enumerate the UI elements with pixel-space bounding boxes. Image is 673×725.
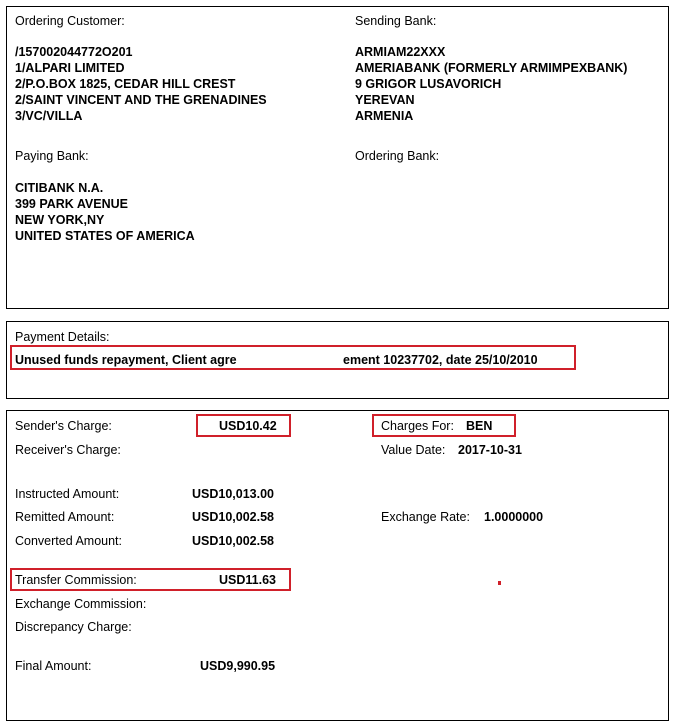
charges-for-value: BEN — [466, 419, 493, 433]
sending-bank-label: Sending Bank: — [355, 14, 437, 28]
payment-details-highlight — [10, 345, 576, 370]
sending-bank-line: AMERIABANK (FORMERLY ARMIMPEXBANK) — [355, 61, 628, 75]
final-amount-label: Final Amount: — [15, 659, 92, 673]
payment-details-value-start: Unused funds repayment, Client agre — [15, 353, 237, 367]
charges-for-highlight — [372, 414, 516, 437]
discrepancy-charge-label: Discrepancy Charge: — [15, 620, 132, 634]
converted-amount-value: USD10,002.58 — [192, 534, 275, 548]
senders-charge-label: Sender's Charge: — [15, 419, 112, 433]
paying-bank-line: 399 PARK AVENUE — [15, 197, 128, 211]
senders-charge-value: USD10.42 — [219, 419, 277, 433]
ordering-customer-label: Ordering Customer: — [15, 14, 125, 28]
payment-details-label: Payment Details: — [15, 330, 110, 344]
transfer-commission-highlight — [10, 568, 291, 591]
instructed-amount-value: USD10,013.00 — [192, 487, 275, 501]
final-amount-value: USD9,990.95 — [200, 659, 276, 673]
ordering-customer-line: 2/SAINT VINCENT AND THE GRENADINES — [15, 93, 267, 107]
ordering-customer-line: 3/VC/VILLA — [15, 109, 83, 123]
remitted-amount-value: USD10,002.58 — [192, 510, 275, 524]
exchange-rate-label: Exchange Rate: — [381, 510, 470, 524]
ordering-bank-label: Ordering Bank: — [355, 149, 440, 163]
value-date-label: Value Date: — [381, 443, 446, 457]
senders-charge-highlight — [196, 414, 291, 437]
sending-bank-line: ARMIAM22XXX — [355, 45, 446, 59]
value-date-value: 2017-10-31 — [458, 443, 522, 457]
ordering-customer-line: /157002044772O201 — [15, 45, 133, 59]
ordering-customer-line: 2/P.O.BOX 1825, CEDAR HILL CREST — [15, 77, 236, 91]
paying-bank-line: UNITED STATES OF AMERICA — [15, 229, 195, 243]
transfer-commission-value: USD11.63 — [219, 573, 276, 587]
exchange-commission-label: Exchange Commission: — [15, 597, 147, 611]
sending-bank-line: 9 GRIGOR LUSAVORICH — [355, 77, 502, 91]
ordering-customer-details — [15, 44, 267, 124]
remitted-amount-label: Remitted Amount: — [15, 510, 115, 524]
red-mark — [498, 581, 501, 585]
converted-amount-label: Converted Amount: — [15, 534, 123, 548]
paying-bank-details — [15, 180, 195, 244]
paying-bank-line: CITIBANK N.A. — [15, 181, 104, 195]
payment-details-value-end: ement 10237702, date 25/10/2010 — [343, 353, 538, 367]
charges-for-label: Charges For: — [381, 419, 454, 433]
receivers-charge-label: Receiver's Charge: — [15, 443, 121, 457]
instructed-amount-label: Instructed Amount: — [15, 487, 120, 501]
ordering-customer-line: 1/ALPARI LIMITED — [15, 61, 125, 75]
sending-bank-details — [355, 44, 627, 124]
paying-bank-line: NEW YORK,NY — [15, 213, 105, 227]
sending-bank-line: YEREVAN — [355, 93, 415, 107]
transfer-commission-label: Transfer Commission: — [15, 573, 137, 587]
exchange-rate-value: 1.0000000 — [484, 510, 544, 524]
sending-bank-line: ARMENIA — [355, 109, 414, 123]
paying-bank-label: Paying Bank: — [15, 149, 89, 163]
